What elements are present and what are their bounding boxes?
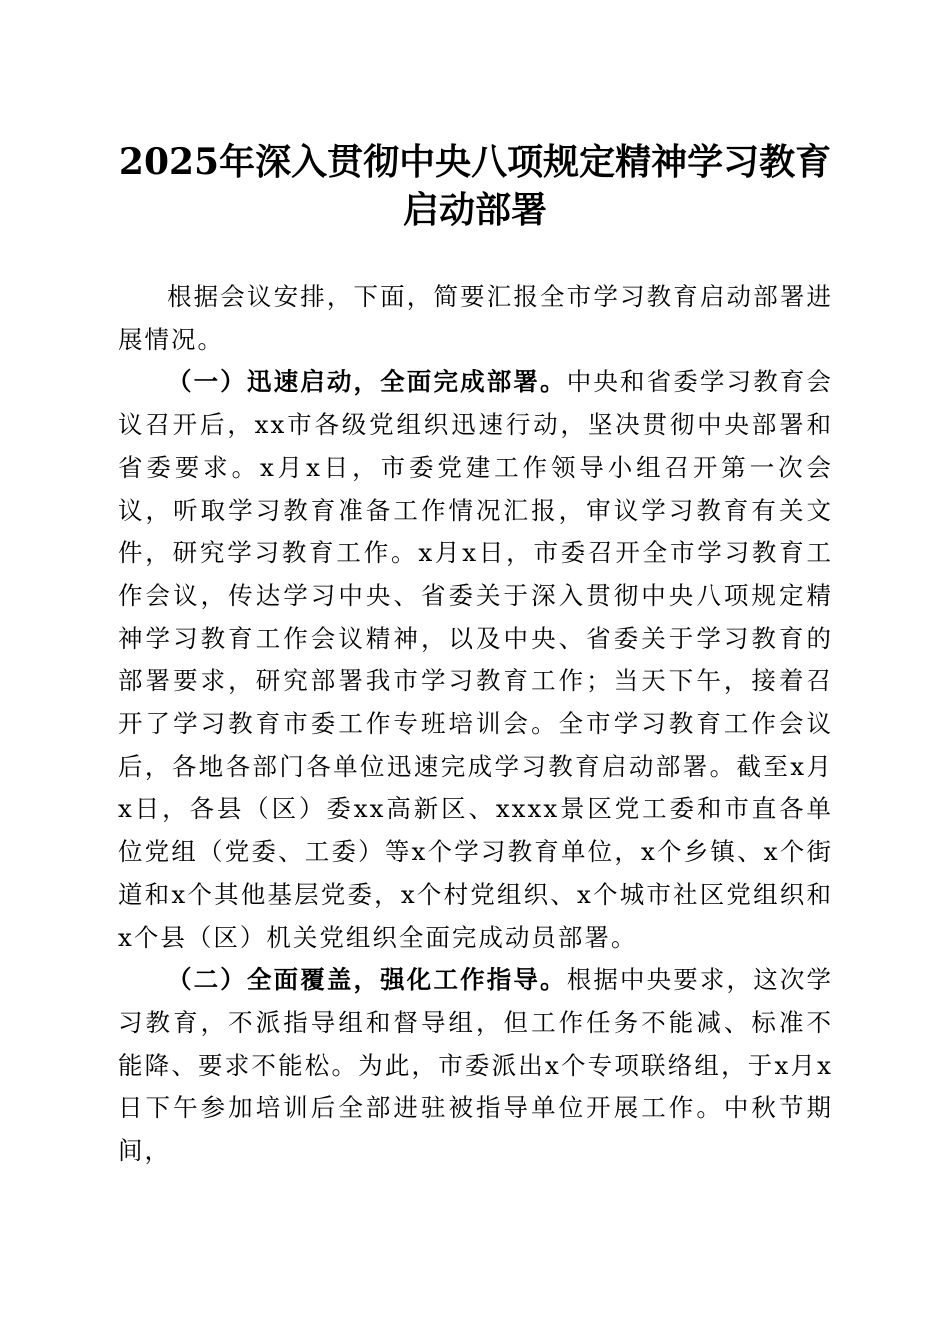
section-heading-2: （二）全面覆盖，强化工作指导。 (167, 965, 567, 995)
section-text-2: 根据中央要求，这次学习教育，不派指导组和督导组，但工作任务不能减、标准不能降、要求不能松。为此，市委派出x个专项联络组，于x月x日下午参加培训后全部进驻被指导单位开展工作。中秋节期间， (118, 965, 833, 1166)
title-line-1: 2025年深入贯彻中央八项规定精神学习教育 (118, 141, 832, 183)
document-title (80, 138, 870, 234)
section-text-1: 中央和省委学习教育会议召开后，xx市各级党组织迅速行动，坚决贯彻中央部署和省委要求。x月x日，市委党建工作领导小组召开第一次会议，听取学习教育准备工作情况汇报，审议学习教育有关文件，研究学习教育工作。x月x日，市委召开全市学习教育工作会议，传达学习中央、省委关于深入贯彻中央八项规定精神学习教育工作会议精神，以及中央、省委关于学习教育的部署要求，研究部署我市学习教育工作；当天下午，接着召开了学习教育市委工作专班培训会。全市学习教育工作会议后，各地各部门各单位迅速完成学习教育启动部署。截至x月x日，各县（区）委xx高新区、xxxx景区党工委和市直各单位党组（党委、工委）等x个学习教育单位，x个乡镇、x个街道和x个其他基层党委，x个村党组织、x个城市社区党组织和x个县（区）机关党组织全面完成动员部署。 (118, 367, 833, 952)
section-paragraph-1 (118, 361, 833, 959)
intro-paragraph: 根据会议安排，下面，简要汇报全市学习教育启动部署进展情况。 (118, 282, 833, 354)
section-paragraph-2 (118, 959, 833, 1173)
document-body (118, 276, 833, 1173)
section-heading-1: （一）迅速启动，全面完成部署。 (167, 367, 567, 397)
title-line-2: 启动部署 (402, 189, 547, 231)
